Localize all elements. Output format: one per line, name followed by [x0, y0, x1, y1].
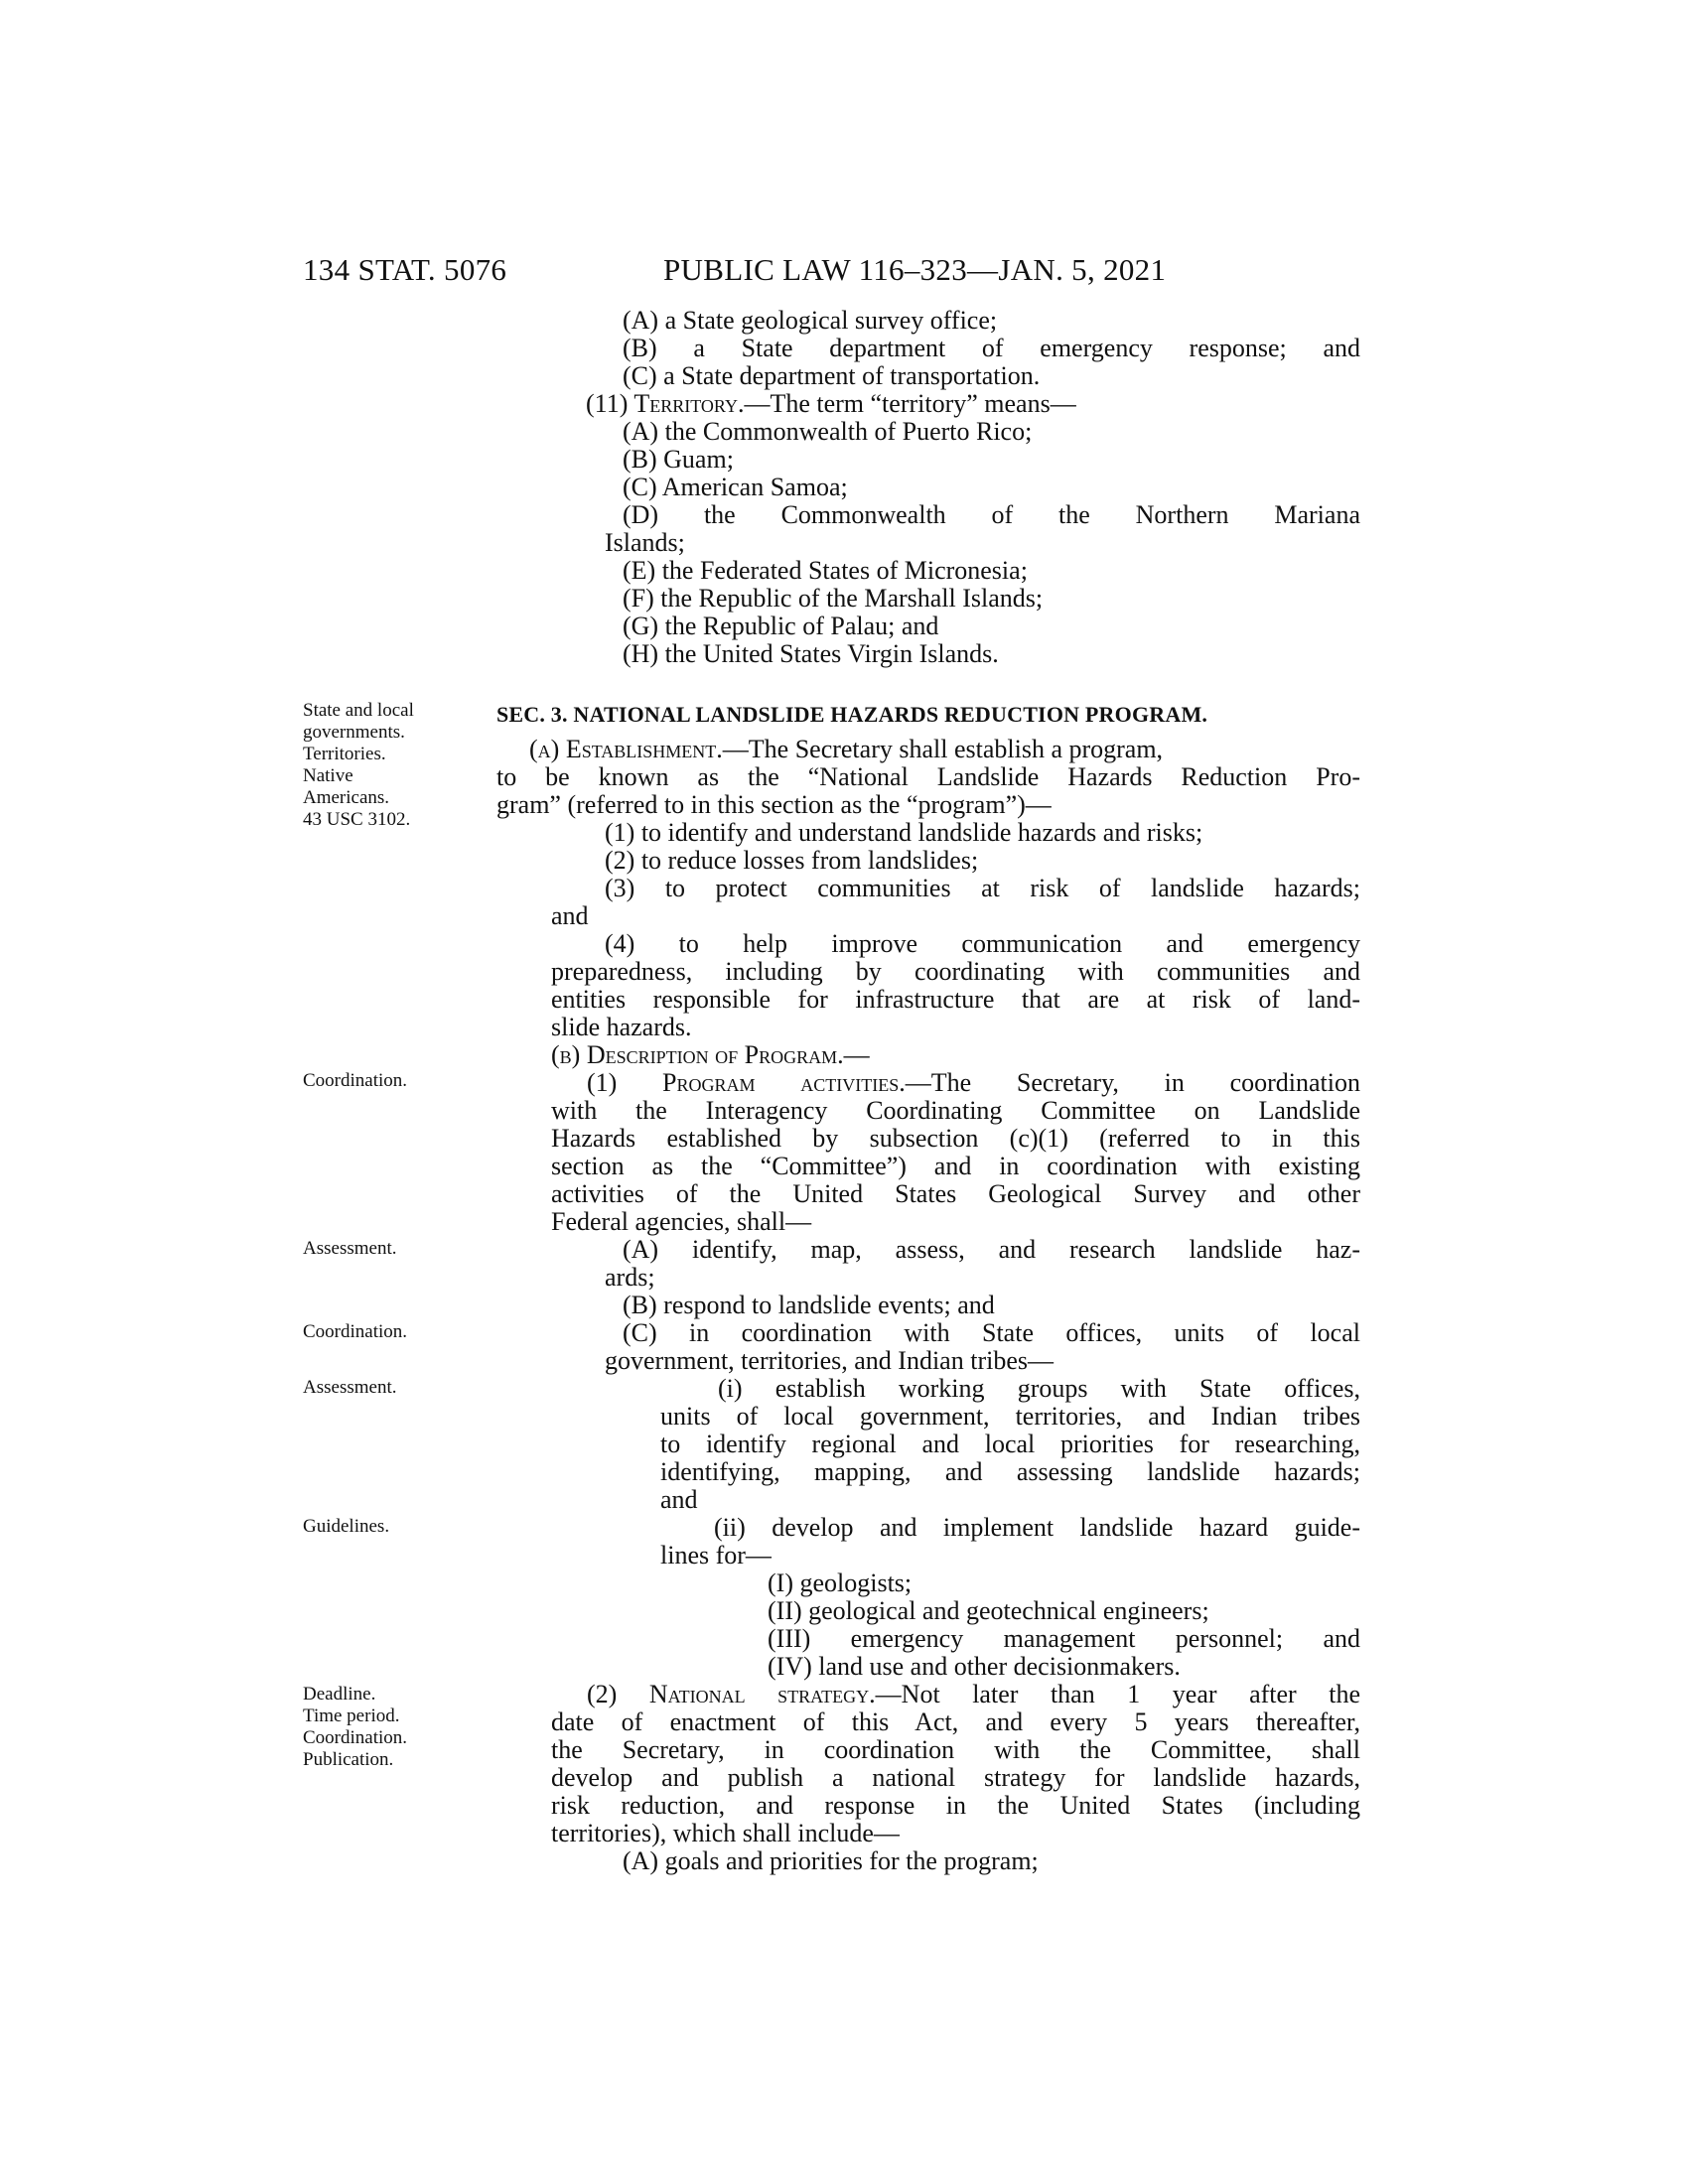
section-heading: (2) National strategy. — [587, 1680, 876, 1708]
margin-note-assessment: Assessment. — [303, 1377, 397, 1398]
text-line: (II) geological and geotechnical engineers; — [768, 1596, 1209, 1625]
text-line: (H) the United States Virgin Islands. — [623, 639, 999, 668]
definition-territory: (11) Territory.—The term “territory” means— — [586, 389, 1076, 418]
text-line: (A) the Commonwealth of Puerto Rico; — [623, 417, 1033, 446]
text-line: lines for— — [660, 1541, 772, 1570]
text-line: (ii) develop and implement landslide hazard guide- — [714, 1513, 1360, 1542]
section-title: SEC. 3. NATIONAL LANDSLIDE HAZARDS REDUCTION PROGRAM. — [496, 702, 1208, 727]
margin-note-coordination: Coordination. — [303, 1321, 408, 1342]
text-line: (C) American Samoa; — [623, 473, 848, 501]
text-line: (C) a State department of transportation. — [623, 361, 1041, 390]
text-line: (1) to identify and understand landslide hazards and risks; — [605, 818, 1203, 847]
text-line: (A) a State geological survey office; — [623, 306, 998, 335]
text-line: (C) in coordination with State offices, units of local — [623, 1318, 1360, 1347]
text-line: (B) Guam; — [623, 445, 734, 474]
text-line: government, territories, and Indian tribes— — [605, 1346, 1054, 1375]
text-line: gram” (referred to in this section as the “program”)— — [496, 790, 1052, 819]
text-line: and — [660, 1485, 698, 1514]
text-line: Hazards established by subsection (c)(1) (referred to in this — [551, 1124, 1360, 1153]
stat-page-number: 134 STAT. 5076 — [303, 252, 507, 287]
text-line: territories), which shall include— — [551, 1819, 900, 1847]
paragraph-national-strategy: (2) National strategy.—Not later than 1 year after the — [587, 1680, 1360, 1708]
public-law-header: PUBLIC LAW 116–323—JAN. 5, 2021 — [663, 252, 1167, 287]
text-line: (B) a State department of emergency response; and — [623, 334, 1360, 362]
text-line: (A) goals and priorities for the program; — [623, 1846, 1039, 1875]
text-line: (D) the Commonwealth of the Northern Mariana — [623, 500, 1360, 529]
paragraph-program-activities: (1) Program activities.—The Secretary, in coordination — [587, 1068, 1360, 1097]
text-line: Islands; — [605, 528, 685, 557]
text-line: to be known as the “National Landslide Hazards Reduction Pro- — [496, 762, 1360, 791]
text-line: the Secretary, in coordination with the Committee, shall — [551, 1735, 1360, 1764]
subsection-establishment: (a) Establishment.—The Secretary shall establish a program, — [529, 735, 1164, 763]
margin-note-sec3: State and local governments. Territories. Native Americans. 43 USC 3102. — [303, 700, 414, 830]
text-line: (IV) land use and other decisionmakers. — [768, 1652, 1181, 1681]
text-line: slide hazards. — [551, 1013, 692, 1041]
text-line: identifying, mapping, and assessing landslide hazards; — [660, 1457, 1360, 1486]
text-line: (2) to reduce losses from landslides; — [605, 846, 979, 875]
text-line: risk reduction, and response in the United States (including — [551, 1791, 1360, 1820]
text-line: and — [551, 901, 589, 930]
margin-note-coordination: Coordination. — [303, 1070, 408, 1091]
subsection-description: (b) Description of Program.— — [551, 1040, 870, 1069]
text-line: (3) to protect communities at risk of landslide hazards; — [605, 874, 1360, 902]
text-line: (B) respond to landslide events; and — [623, 1291, 995, 1319]
text-line: (III) emergency management personnel; and — [768, 1624, 1360, 1653]
text-line: (E) the Federated States of Micronesia; — [623, 556, 1028, 585]
text-line: (A) identify, map, assess, and research landslide haz- — [623, 1235, 1360, 1264]
text-line: with the Interagency Coordinating Committee on Landslide — [551, 1096, 1360, 1125]
text-line: (i) establish working groups with State offices, — [718, 1374, 1360, 1403]
text-line: section as the “Committee”) and in coordination with existing — [551, 1152, 1360, 1180]
text-line: date of enactment of this Act, and every 5 years thereafter, — [551, 1707, 1360, 1736]
section-heading: (a) Establishment. — [529, 735, 723, 763]
section-heading: (b) Description of Program. — [551, 1040, 844, 1069]
text-line: (I) geologists; — [768, 1569, 913, 1597]
text-line: (F) the Republic of the Marshall Islands; — [623, 584, 1044, 613]
text-line: to identify regional and local priorities for researching, — [660, 1430, 1360, 1458]
margin-note-deadline: Deadline. Time period. Coordination. Publication. — [303, 1684, 408, 1770]
text-line: Federal agencies, shall— — [551, 1207, 812, 1236]
text-line: units of local government, territories, and Indian tribes — [660, 1402, 1360, 1431]
section-heading: (11) Territory. — [586, 389, 745, 418]
text-line: entities responsible for infrastructure that are at risk of land- — [551, 985, 1360, 1014]
text-line: activities of the United States Geological Survey and other — [551, 1179, 1360, 1208]
text-line: develop and publish a national strategy for landslide hazards, — [551, 1763, 1360, 1792]
section-heading: (1) Program activities. — [587, 1068, 906, 1097]
text-line: (4) to help improve communication and emergency — [605, 929, 1360, 958]
text-line: preparedness, including by coordinating with communities and — [551, 957, 1360, 986]
text-line: (G) the Republic of Palau; and — [623, 612, 939, 640]
text-line: ards; — [605, 1263, 655, 1292]
margin-note-assessment: Assessment. — [303, 1238, 397, 1259]
margin-note-guidelines: Guidelines. — [303, 1516, 390, 1537]
